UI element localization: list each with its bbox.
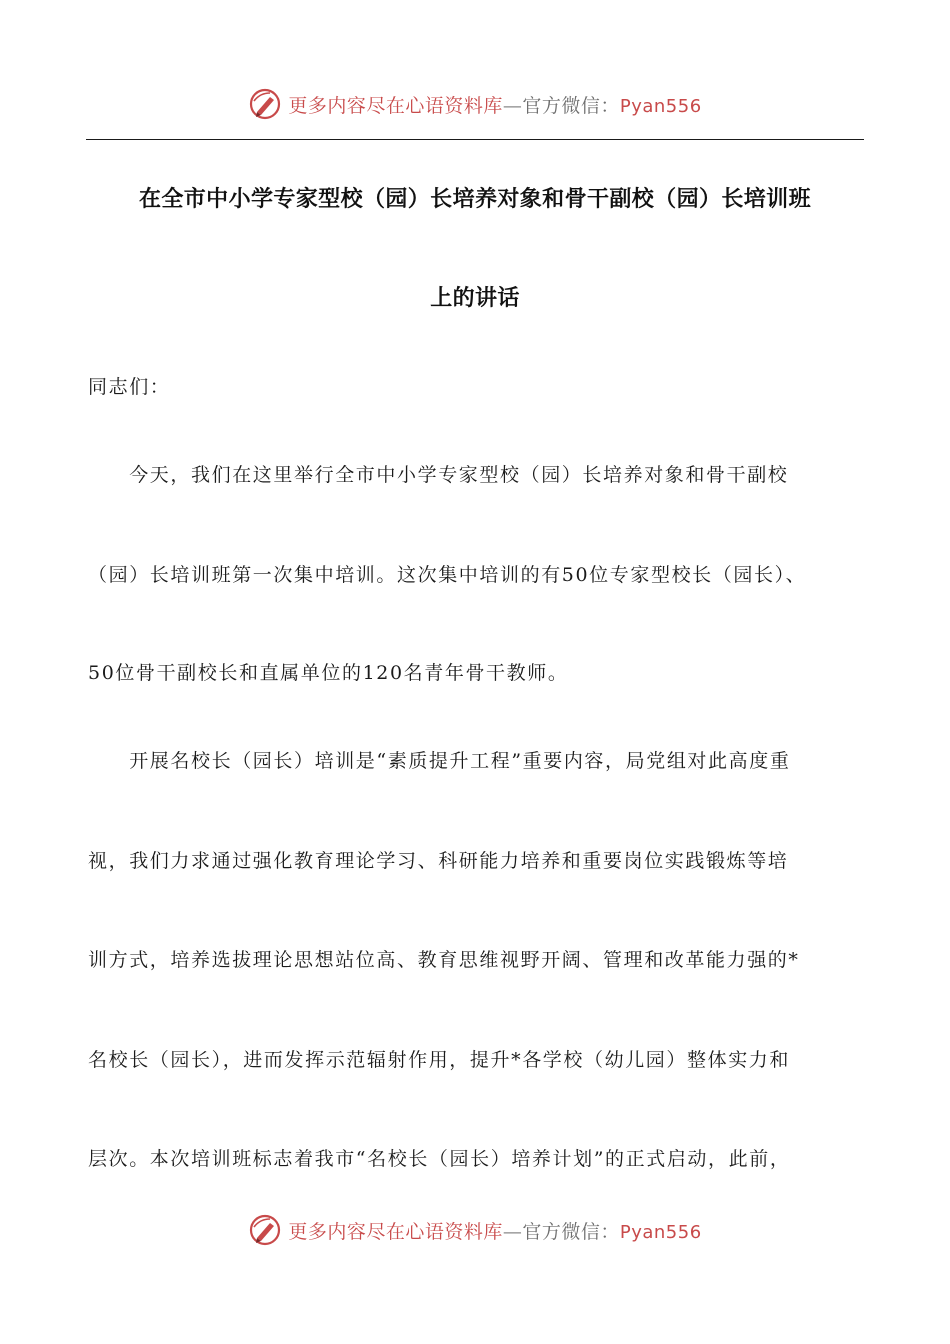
body-line: 层次。本次培训班标志着我市“名校长（园长）培养计划”的正式启动，此前， — [88, 1148, 791, 1170]
header-rule — [86, 139, 864, 140]
pen-logo-icon — [248, 1213, 282, 1247]
watermark-main-text: 更多内容尽在心语资料库 — [288, 94, 503, 117]
header-watermark — [0, 82, 950, 126]
body-line: （园）长培训班第一次集中培训。这次集中培训的有50位专家型校长（园长）、 — [88, 564, 807, 586]
body-line: 开展名校长（园长）培训是“素质提升工程”重要内容，局党组对此高度重 — [88, 750, 791, 772]
body-line: 今天，我们在这里举行全市中小学专家型校（园）长培养对象和骨干副校 — [88, 464, 789, 486]
watermark-separator: — — [502, 1220, 523, 1243]
body-line: 50位骨干副校长和直属单位的120名青年骨干教师。 — [88, 662, 569, 684]
watermark-label: 官方微信： — [522, 1220, 620, 1243]
document-title-line-2: 上的讲话 — [430, 286, 520, 311]
body-line: 名校长（园长），进而发挥示范辐射作用，提升*各学校（幼儿园）整体实力和 — [88, 1049, 791, 1071]
footer-watermark — [0, 1208, 950, 1252]
watermark-handle: Pyan556 — [619, 95, 702, 117]
body-line: 视，我们力求通过强化教育理论学习、科研能力培养和重要岗位实践锻炼等培 — [88, 850, 789, 872]
watermark-separator: — — [502, 94, 523, 117]
body-line: 训方式，培养选拔理论思想站位高、教育思维视野开阔、管理和改革能力强的* — [88, 949, 800, 971]
salutation: 同志们： — [88, 376, 171, 398]
watermark-label: 官方微信： — [522, 94, 620, 117]
watermark-handle: Pyan556 — [619, 1221, 702, 1243]
document-title-line-1: 在全市中小学专家型校（园）长培养对象和骨干副校（园）长培训班 — [138, 187, 811, 212]
pen-logo-icon — [248, 87, 282, 121]
watermark-main-text: 更多内容尽在心语资料库 — [288, 1220, 503, 1243]
